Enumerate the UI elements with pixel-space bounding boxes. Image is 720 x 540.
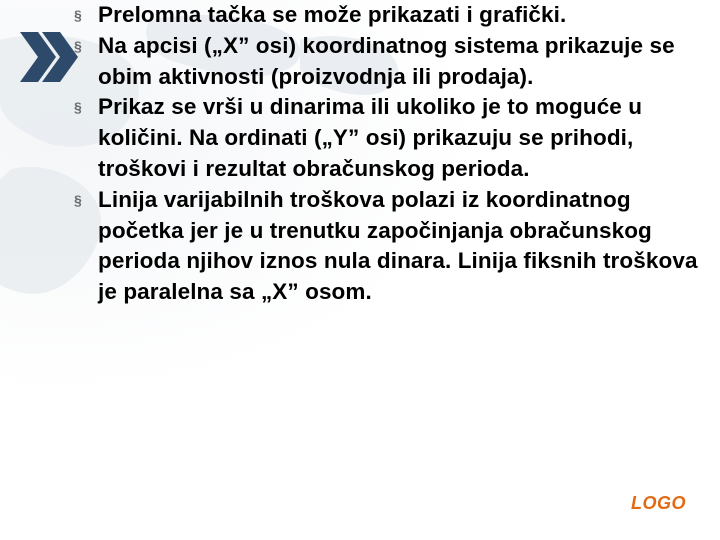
bullet-marker: § xyxy=(74,7,82,23)
bullet-text: Prelomna tačka se može prikazati i grafički. xyxy=(98,2,567,27)
bullet-text: Na apcisi („X” osi) koordinatnog sistema prikazuje se obim aktivnosti (proizvodnja ili prodaja). xyxy=(98,32,675,89)
bullet-item xyxy=(70,31,700,93)
bullet-item xyxy=(70,0,700,31)
bullet-item xyxy=(70,185,700,308)
bullet-text: Prikaz se vrši u dinarima ili ukoliko je to moguće u količini. Na ordinati („Y” osi) prikazuju se prihodi, troškovi i rezultat obračunskog perioda. xyxy=(98,94,643,181)
bullet-list xyxy=(70,0,700,308)
bullet-marker: § xyxy=(74,99,82,116)
bullet-item xyxy=(70,92,700,184)
logo: LOGO xyxy=(631,493,686,513)
bullet-marker: § xyxy=(74,191,82,208)
bullet-marker: § xyxy=(74,37,82,54)
bullet-text: Linija varijabilnih troškova polazi iz koordinatnog početka jer je u trenutku započinjanja obračunskog perioda njihov iznos nula dinara. Linija fiksnih troškova je paralelna sa „X” osom. xyxy=(98,186,698,305)
